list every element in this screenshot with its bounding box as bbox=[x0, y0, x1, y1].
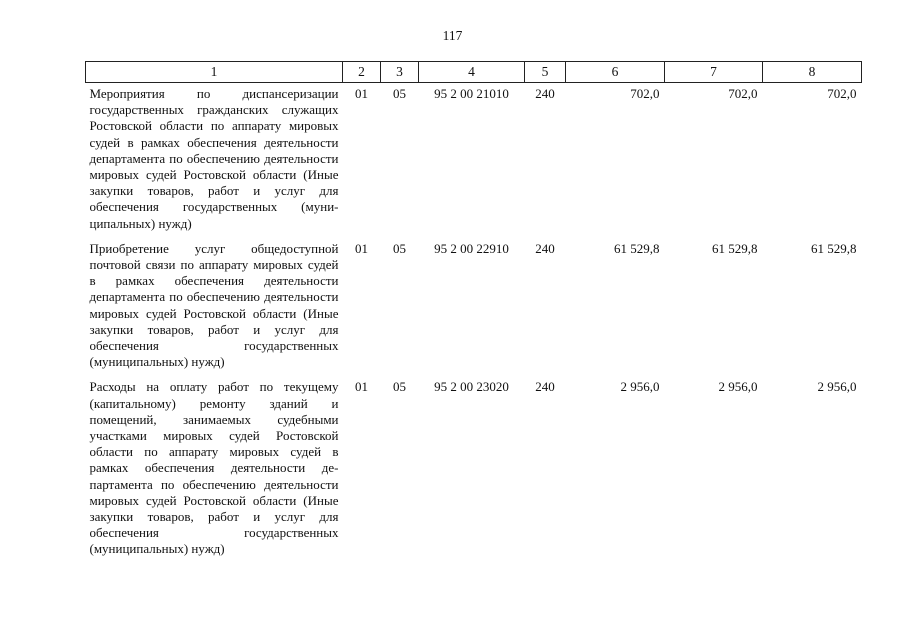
row-amount-col6: 702,0 bbox=[630, 86, 660, 101]
header-col-1: 1 bbox=[86, 62, 343, 83]
row-amount-col6: 61 529,8 bbox=[614, 240, 660, 256]
row-section: 01 bbox=[355, 379, 368, 395]
row-subsection: 05 bbox=[393, 86, 406, 101]
row-amount-col6: 2 956,0 bbox=[620, 379, 660, 395]
row-amount-col7: 702,0 bbox=[728, 86, 758, 101]
header-col-6: 6 bbox=[566, 62, 665, 83]
header-col-3: 3 bbox=[381, 62, 419, 83]
row-amount-col8: 702,0 bbox=[827, 86, 857, 101]
row-section: 01 bbox=[355, 86, 368, 101]
header-row bbox=[86, 62, 862, 83]
header-col-2: 2 bbox=[343, 62, 381, 83]
row-subsection: 05 bbox=[393, 379, 406, 395]
row-amount-col7: 61 529,8 bbox=[712, 240, 758, 256]
table-row bbox=[86, 238, 862, 377]
header-col-5: 5 bbox=[525, 62, 566, 83]
row-section: 01 bbox=[355, 240, 368, 256]
header-col-4: 4 bbox=[419, 62, 525, 83]
row-amount-col8: 2 956,0 bbox=[817, 379, 857, 395]
header-col-7: 7 bbox=[665, 62, 763, 83]
row-expense-type: 240 bbox=[535, 379, 555, 395]
header-col-8: 8 bbox=[763, 62, 862, 83]
table-header bbox=[86, 62, 862, 83]
row-description: Приобретение услуг общедоступной почтовой связи по аппарату мировых судей в рамках обеспечения деятельности департамента по обеспечению деятельности мировых судей Ростовской области (Иные закупки товаров, работ и услуг для обеспечения государственных (муниципальных) нужд) bbox=[89, 240, 339, 370]
row-expense-type: 240 bbox=[535, 86, 555, 101]
table-body bbox=[86, 83, 862, 564]
row-target-code: 95 2 00 22910 bbox=[434, 240, 509, 256]
row-description: Мероприятия по диспансеризации государственных гражданских служащих Ростовской области по аппарату мировых судей в рамках обеспечения деятельности департамента по обеспечению деятельности мировых судей Ростовской области (Иные закупки товаров, работ и услуг для обеспечения государственных (муниципальных) нужд) bbox=[89, 86, 339, 231]
row-amount-col7: 2 956,0 bbox=[718, 379, 758, 395]
table-row bbox=[86, 83, 862, 238]
row-target-code: 95 2 00 23020 bbox=[434, 379, 509, 395]
row-amount-col8: 61 529,8 bbox=[811, 240, 857, 256]
budget-table bbox=[85, 61, 862, 564]
row-description: Расходы на оплату работ по текущему (капитальному) ремонту зданий и помещений, занимаемых судебными участками мировых судей Ростовской области по аппарату мировых судей в рамках обеспечения деятельности департамента по обеспечению деятельности мировых судей Ростовской области (Иные закупки товаров, работ и услуг для обеспечения государственных (муниципальных) нужд) bbox=[89, 379, 339, 557]
page-number: 117 bbox=[442, 28, 463, 43]
row-expense-type: 240 bbox=[535, 240, 555, 256]
row-subsection: 05 bbox=[393, 240, 406, 256]
row-target-code: 95 2 00 21010 bbox=[434, 86, 509, 101]
table-row bbox=[86, 376, 862, 563]
